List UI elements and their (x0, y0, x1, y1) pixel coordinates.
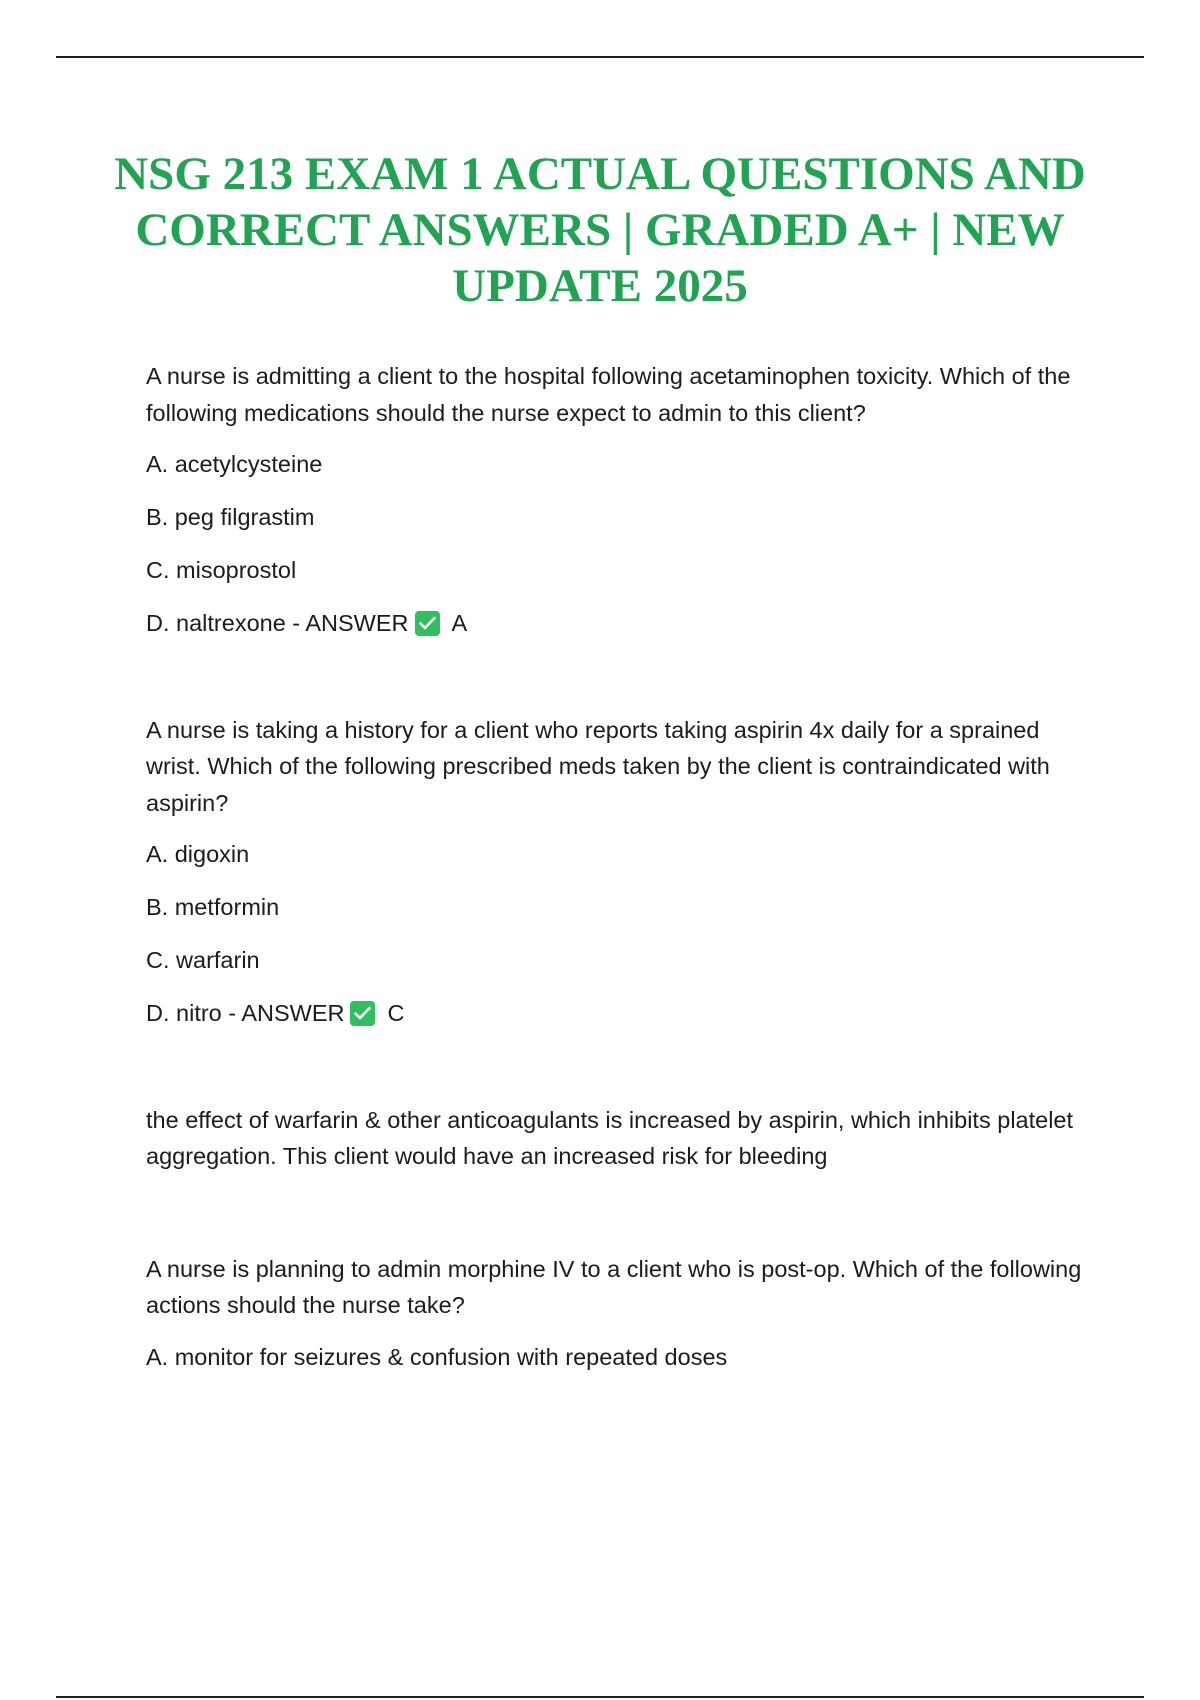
option-c: C. warfarin (146, 947, 260, 973)
option-a: A. monitor for seizures & confusion with repeated doses (146, 1343, 728, 1370)
option-b: B. peg filgrastim (146, 504, 315, 530)
answer-letter: A (451, 610, 468, 636)
document-title: NSG 213 EXAM 1 ACTUAL QUESTIONS AND CORRECT ANSWERS | GRADED A+ | NEW UPDATE 2025 (114, 148, 1086, 312)
document-body (146, 358, 1086, 1392)
option-d-answer (146, 605, 1086, 642)
question-text: A nurse is taking a history for a client who reports taking aspirin 4x daily for a sprained wrist. Which of the following prescribed meds taken by the client is contraindicated with aspirin? (146, 716, 1050, 816)
option-a: A. acetylcysteine (146, 451, 323, 477)
option-b: B. metformin (146, 894, 280, 920)
check-mark-icon (415, 611, 440, 636)
answer-explanation: the effect of warfarin & other anticoagulants is increased by aspirin, which inhibits platelet aggregation. This client would have an increased risk for bleeding (146, 1106, 1074, 1169)
option-a: A. digoxin (146, 841, 250, 867)
option-c: C. misoprostol (146, 557, 297, 583)
question-block-1 (146, 358, 1086, 642)
question-text: A nurse is planning to admin morphine IV to a client who is post-op. Which of the following actions should the nurse take? (146, 1255, 1082, 1318)
option-d-label: D. nitro - ANSWER (146, 1000, 345, 1026)
option-d-label: D. naltrexone - ANSWER (146, 610, 409, 636)
top-divider (56, 56, 1144, 58)
question-text: A nurse is admitting a client to the hospital following acetaminophen toxicity. Which of the following medications should the nurse expect to admin to this client? (146, 363, 1071, 426)
check-mark-icon (350, 1001, 375, 1026)
question-block-3 (146, 1251, 1086, 1392)
bottom-divider (56, 1696, 1144, 1698)
question-block-2 (146, 712, 1086, 1032)
option-d-answer (146, 995, 1086, 1032)
answer-letter: C (387, 1000, 405, 1026)
